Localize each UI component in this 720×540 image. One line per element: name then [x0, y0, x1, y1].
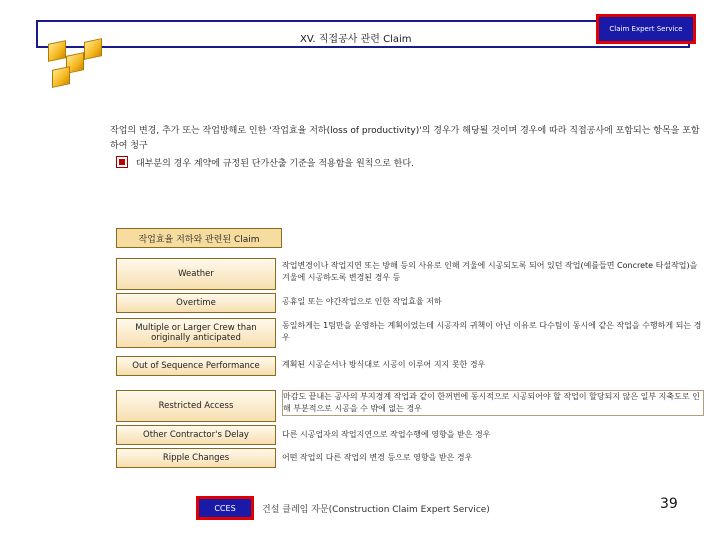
- cause-multiple-crew: Multiple or Larger Crew than originally anticipated: [116, 318, 276, 348]
- intro-bullet: 대부분의 경우 계약에 규정된 단가산출 기준을 적용함을 원칙으로 한다.: [136, 159, 414, 169]
- cube-icon: [84, 38, 102, 60]
- desc-multiple-crew: 동일하게는 1팀만을 운영하는 계획이었는데 시공자의 귀책이 아닌 이유로 다수팀이 동시에 같은 작업을 수행하게 되는 경우: [282, 321, 702, 342]
- desc-out-of-sequence: 계획된 시공순서나 방식대로 시공이 이루어 지지 못한 경우: [282, 360, 486, 369]
- desc-overtime: 공휴일 또는 야간작업으로 인한 작업효율 저하: [282, 297, 442, 306]
- desc-weather: 작업변경이나 작업지연 또는 방해 등의 사유로 인해 겨울에 시공되도록 되어 있던 작업(예를들면 Concrete 타설작업)을 겨울에 시공하도록 변경된 경우 등: [282, 261, 698, 282]
- cause-restricted-access: Restricted Access: [116, 390, 276, 422]
- page-title: XV. 직접공사 관련 Claim: [300, 34, 412, 45]
- cause-ripple-changes: Ripple Changes: [116, 448, 276, 468]
- desc-other-contractor: 다른 시공업자의 작업지연으로 작업수행에 영향을 받은 경우: [282, 430, 491, 439]
- desc-ripple-changes: 어떤 작업의 다른 작업의 변경 등으로 영향을 받은 경우: [282, 453, 473, 462]
- page-number: 39: [660, 496, 678, 512]
- footer-logo: CCES: [196, 496, 254, 520]
- desc-restricted-access: 마감도 끝내는 공사의 부지경계 작업과 같이 한꺼번에 동시적으로 시공되어야 할 작업이 할당되지 않은 일부 지축도로 인해 부분적으로 시공을 수 밖에 없는 경우: [282, 390, 704, 416]
- claim-expert-badge: Claim Expert Service: [596, 14, 696, 44]
- cause-other-contractor: Other Contractor's Delay: [116, 425, 276, 445]
- cube-icon: [48, 40, 66, 62]
- bullet-icon: [116, 156, 128, 168]
- cause-weather: Weather: [116, 258, 276, 290]
- section-header: 작업효율 저하와 관련된 Claim: [116, 228, 282, 248]
- cause-overtime: Overtime: [116, 293, 276, 313]
- cube-icon: [52, 66, 70, 88]
- cause-out-of-sequence: Out of Sequence Performance: [116, 356, 276, 376]
- intro-paragraph: 작업의 변경, 추가 또는 작업방해로 인한 '작업효율 저하(loss of productivity)'의 경우가 해당될 것이며 경우에 따라 직접공사에 포함되는 항목을 포함하여 청구: [110, 126, 700, 151]
- footer-text: 건설 클레임 자문(Construction Claim Expert Service): [262, 505, 490, 515]
